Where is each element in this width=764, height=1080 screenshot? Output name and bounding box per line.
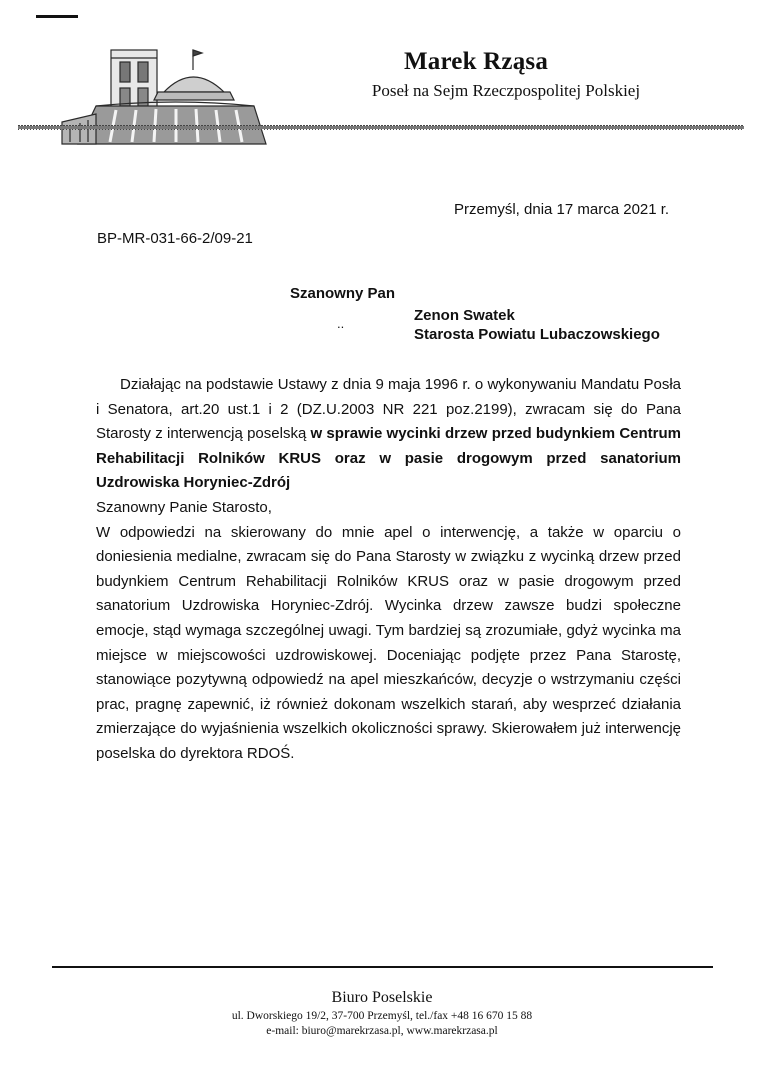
stray-dots: .. <box>337 316 345 331</box>
footer-office-name: Biuro Poselskie <box>331 989 433 1006</box>
paragraph-intro-subject: w sprawie wycinki drzew przed budynkiem Centrum Rehabilitacji Rolników KRUS oraz w pasie drogowym przed sanatorium Uzdrowiska Horyniec-Zdrój <box>96 425 682 492</box>
recipient-block <box>414 306 660 344</box>
author-title: Poseł na Sejm Rzeczpospolitej Polskiej <box>371 81 641 100</box>
paragraph-intro-text: Działając na podstawie Ustawy z dnia 9 maja 1996 r. o wykonywaniu Mandatu Posła i Senatora, art.20 ust.1 i 2 (DZ.U.2003 NR 221 poz.2199), zwracam się do Pana Starosty z interwencją poselską <box>96 376 681 443</box>
salutation: Szanowny Pan <box>290 285 396 302</box>
paragraph-main: W odpowiedzi na skierowany do mnie apel o interwencję, a także w oparciu o doniesienia medialne, zwracam się do Pana Starosty w związku z wycinką drzew przed budynkiem Centrum Rehabilitacji Rolników KRUS oraz w pasie drogowym przed sanatorium Uzdrowiska Horyniec-Zdrój. Wycinka drzew zawsze budzi społeczne emocje, stąd wymaga szczególnej uwagi. Tym bardziej są zrozumiałe, gdyż wycinka ma miejsce w miejscowości uzdrowiskowej. Doceniając podjęte przez Pana Starostę, stanowiące pozytywną odpowiedź na apel mieszkańców, decyzje o wstrzymaniu części prac, pragnę zapewnić, iż również dokonam wszelkich starań, aby wesprzeć działania zmierzające do wyjaśnienia wszelkich okoliczności sprawy. Skierowałem już interwencję poselska do dyrektora RDOŚ. <box>96 523 681 762</box>
top-dash-mark <box>36 15 78 18</box>
footer-divider <box>52 966 713 968</box>
paragraph-intro <box>96 373 681 496</box>
sejm-building-emblem <box>56 40 288 148</box>
place-date: Przemyśl, dnia 17 marca 2021 r. <box>454 201 670 218</box>
header-divider <box>18 124 744 131</box>
footer-address: ul. Dworskiego 19/2, 37-700 Przemyśl, tel./fax +48 16 670 15 88 <box>231 1010 533 1022</box>
recipient-name: Zenon Swatek <box>414 307 515 324</box>
recipient-title: Starosta Powiatu Lubaczowskiego <box>414 326 660 343</box>
reference-number: BP-MR-031-66-2/09-21 <box>97 230 253 247</box>
footer-contact: e-mail: biuro@marekrzasa.pl, www.marekrzasa.pl <box>266 1025 498 1037</box>
greeting: Szanowny Panie Starosto, <box>96 498 272 516</box>
author-name: Marek Rząsa <box>403 48 549 75</box>
letter-body <box>96 373 681 767</box>
